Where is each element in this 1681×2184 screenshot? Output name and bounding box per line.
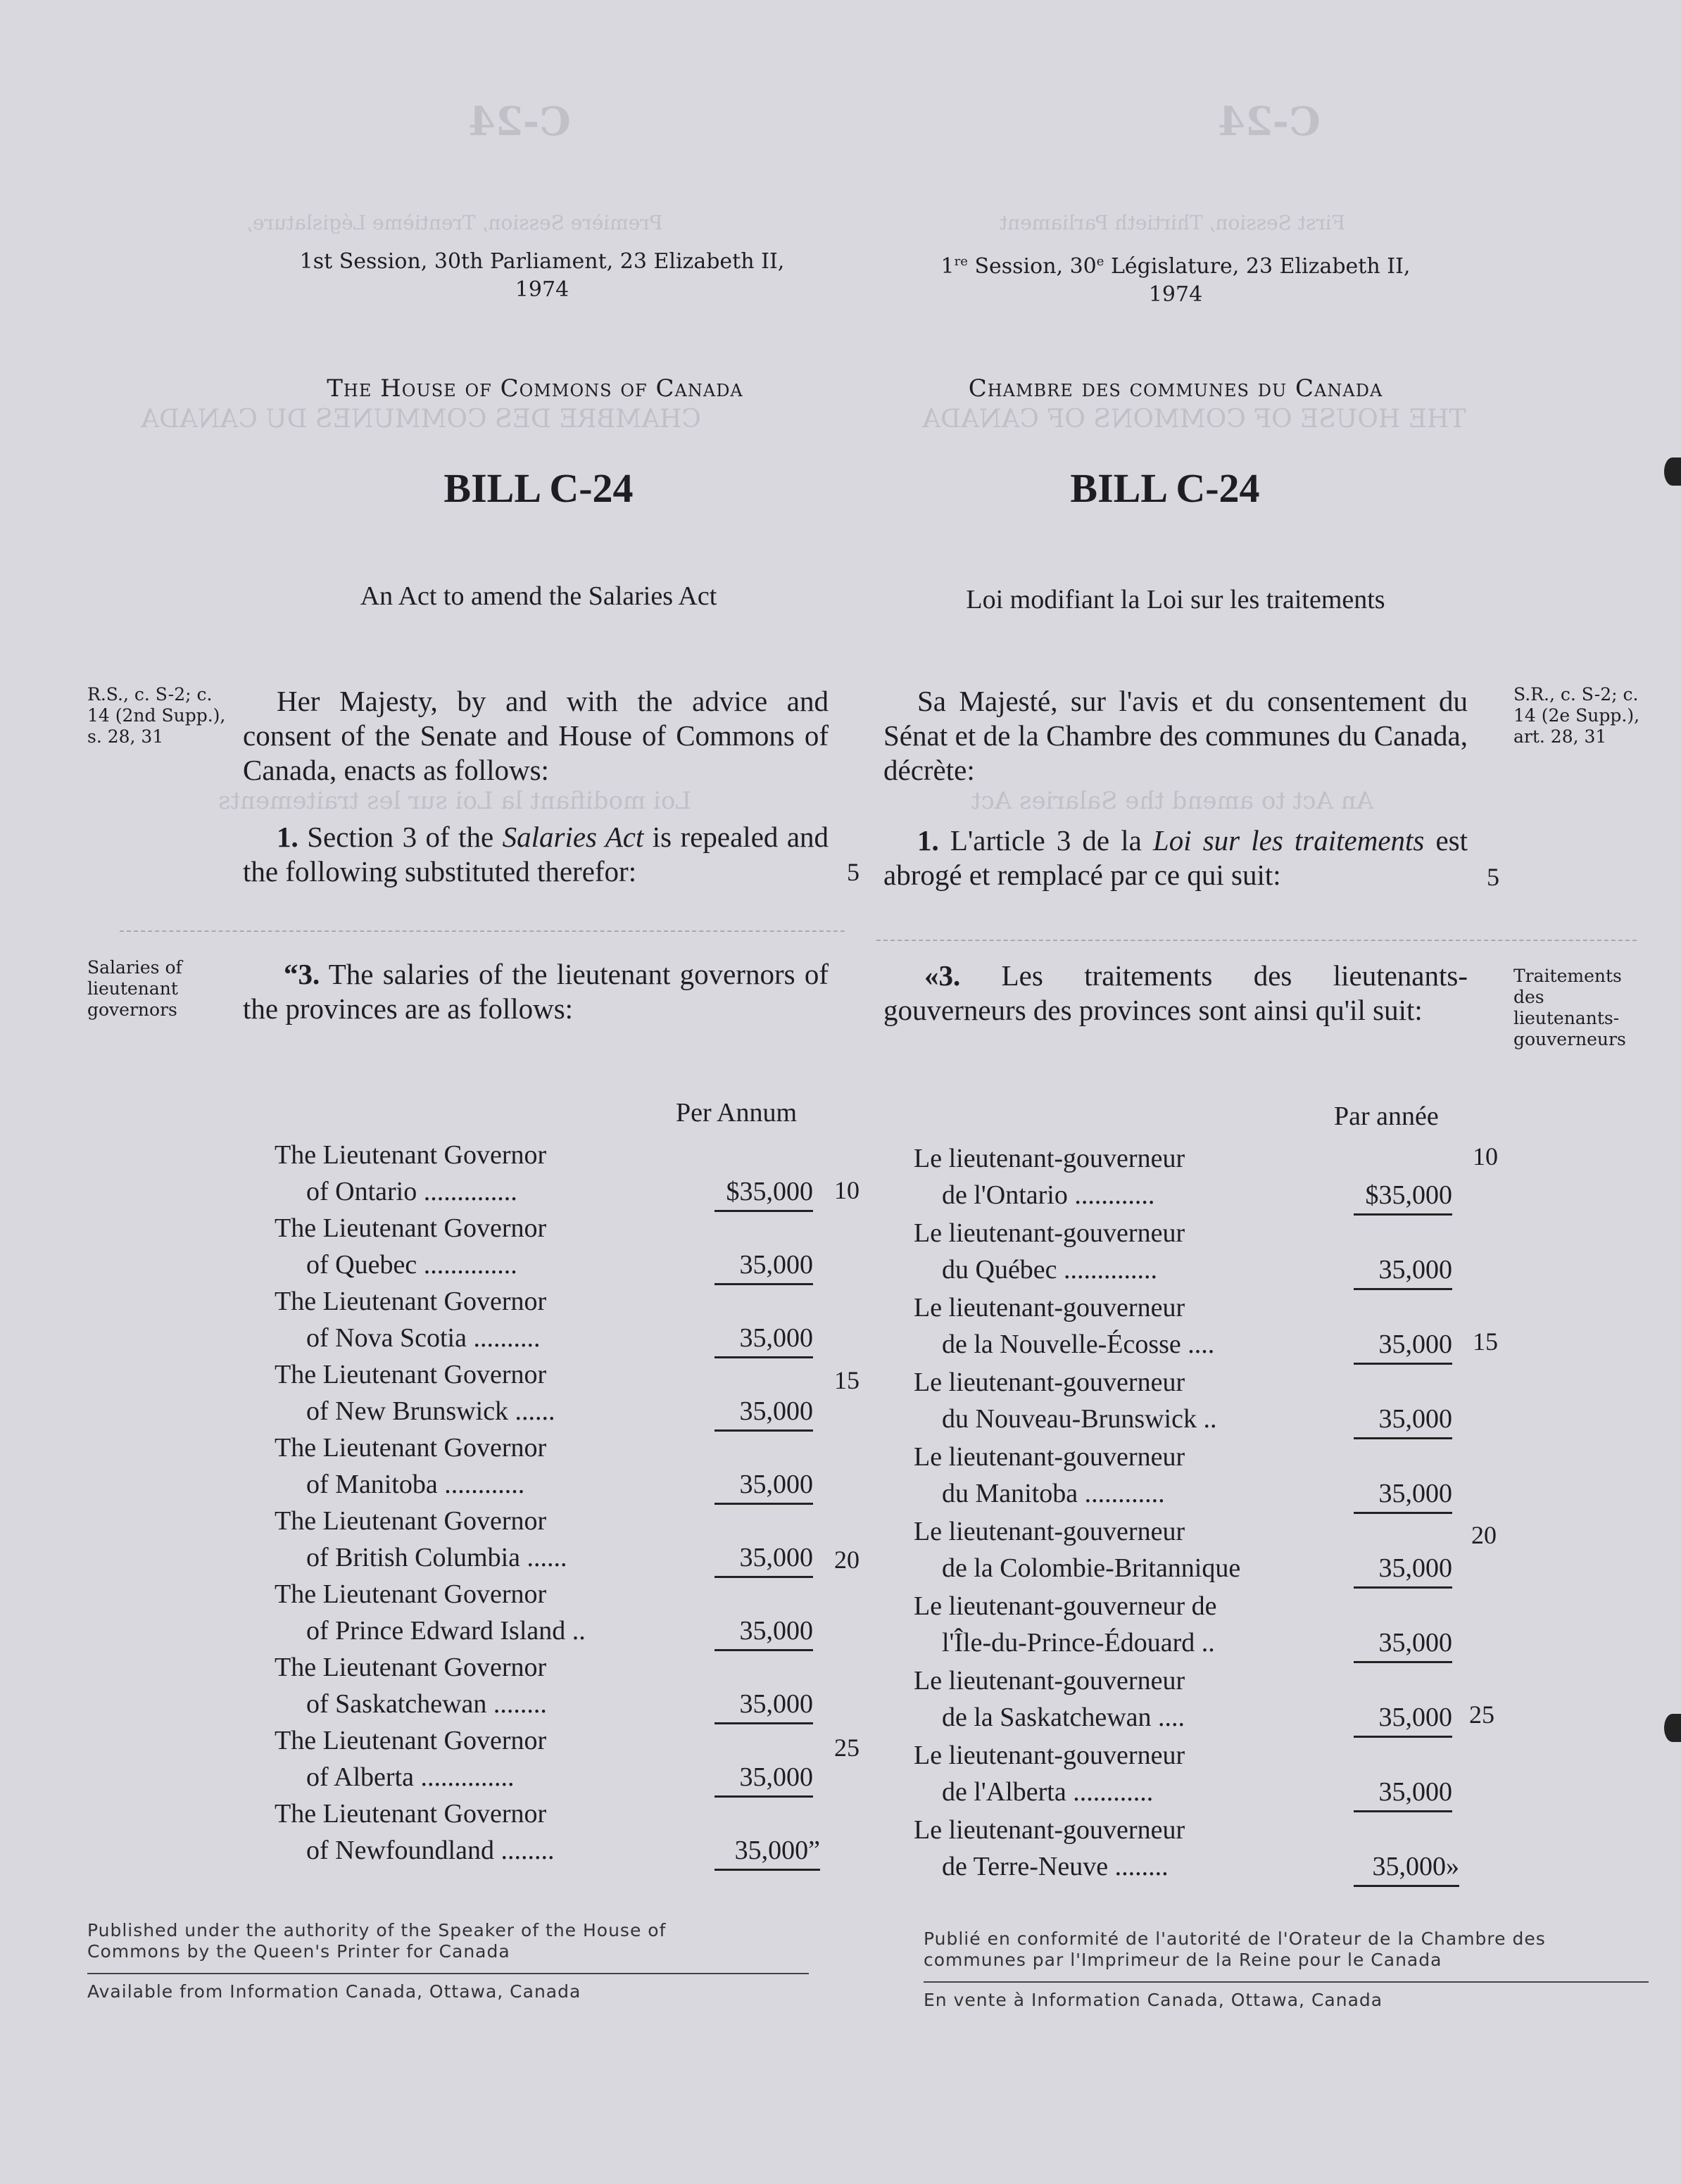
fr-row-title: Le lieutenant-gouverneur	[914, 1293, 1185, 1323]
ghost-session-right: First Session, Thirtieth Parliament	[1000, 211, 1346, 234]
en-row-title: The Lieutenant Governor	[275, 1506, 547, 1536]
en-row-province: of Quebec ..............	[306, 1250, 517, 1280]
fr-session-num: 1	[940, 254, 955, 279]
en-row-title: The Lieutenant Governor	[275, 1726, 547, 1755]
fr-row-amount: 35,000	[1354, 1774, 1452, 1812]
fr-bill-number: BILL C-24	[1070, 465, 1260, 511]
fr-row-title: Le lieutenant-gouverneur	[914, 1517, 1185, 1546]
fr-enacting-clause: Sa Majesté, sur l'avis et du consentement du Sénat et de la Chambre des communes du Canada, décrète:	[883, 685, 1468, 786]
fr-bill-subtitle: Loi modifiant la Loi sur les traitements	[966, 585, 1385, 614]
fr-section-3-num: «3.	[924, 959, 961, 992]
ghost-act-right: An Act to amend the Salaries Act	[971, 787, 1374, 815]
fr-row-title: Le lieutenant-gouverneur	[914, 1218, 1185, 1248]
en-row-amount: 35,000	[714, 1393, 813, 1432]
fr-section-1	[883, 823, 1468, 892]
en-section-3-num: “3.	[284, 958, 320, 990]
en-section-1-text-a: Section 3 of the	[307, 821, 494, 853]
en-margin-salaries: Salaries of lieutenant governors	[87, 957, 182, 1020]
binder-notch-top	[1664, 457, 1681, 486]
fr-row-province: de l'Alberta ............	[942, 1777, 1154, 1807]
fr-salary-table	[914, 1140, 1477, 1886]
en-section-1-text-b: is repealed and the following substituted therefor:	[243, 821, 829, 888]
en-row-province: of British Columbia ......	[306, 1543, 567, 1572]
en-availability: Available from Information Canada, Ottawa, Canada	[87, 1981, 581, 2002]
fr-session-sup1: re	[954, 254, 968, 269]
en-row-title: The Lieutenant Governor	[275, 1653, 547, 1682]
en-salary-table	[275, 1137, 838, 1883]
en-row-title: The Lieutenant Governor	[275, 1360, 547, 1389]
binder-notch-bottom	[1664, 1714, 1681, 1742]
fr-row-title: Le lieutenant-gouverneur	[914, 1144, 1185, 1173]
fr-row-province: de la Saskatchewan ....	[942, 1703, 1185, 1732]
fr-margin-citation: S.R., c. S-2; c. 14 (2e Supp.), art. 28, 31	[1513, 684, 1640, 747]
en-footer-rule	[87, 1973, 809, 1974]
fr-session-sup2: e	[1096, 254, 1104, 269]
en-row-title: The Lieutenant Governor	[275, 1140, 547, 1170]
en-row-province: of Newfoundland ........	[306, 1836, 555, 1865]
en-row-province: of Alberta ..............	[306, 1762, 515, 1792]
en-row-amount: 35,000	[714, 1466, 813, 1505]
en-line-number-5: 5	[847, 858, 860, 886]
fr-row-title: Le lieutenant-gouverneur	[914, 1368, 1185, 1397]
en-row-amount: 35,000	[714, 1320, 813, 1358]
en-row-new-brunswick	[275, 1356, 838, 1429]
en-line-number-20: 20	[834, 1546, 860, 1574]
en-row-saskatchewan	[275, 1649, 838, 1722]
en-row-province: of Saskatchewan ........	[306, 1689, 547, 1719]
fr-row-amount: 35,000	[1354, 1624, 1452, 1663]
en-separator	[120, 930, 845, 932]
fr-section-1-act: Loi sur les traitements	[1152, 824, 1425, 857]
en-section-1-num: 1.	[277, 821, 298, 853]
fr-section-1-num: 1.	[917, 824, 939, 857]
en-row-province: of New Brunswick ......	[306, 1396, 555, 1426]
en-row-title: The Lieutenant Governor	[275, 1799, 547, 1829]
en-enacting-clause: Her Majesty, by and with the advice and consent of the Senate and House of Commons of Canada, enacts as follows:	[243, 685, 829, 786]
en-line-number-25: 25	[834, 1734, 860, 1762]
fr-row-province: du Québec ..............	[942, 1255, 1158, 1284]
ghost-loi-left: Loi modifiant la Loi sur les traitements	[218, 787, 691, 815]
fr-row-alberta	[914, 1737, 1477, 1810]
fr-margin-salaries: Traitements des lieutenants-gouverneurs	[1513, 966, 1626, 1049]
en-row-ontario	[275, 1137, 838, 1210]
fr-section-1-text-a: L'article 3 de la	[950, 824, 1142, 857]
ghost-chambre-left: CHAMBRE DES COMMUNES DU CANADA	[141, 405, 701, 434]
fr-row-title: Le lieutenant-gouverneur de	[914, 1591, 1217, 1621]
en-row-nova-scotia	[275, 1283, 838, 1356]
fr-row-title: Le lieutenant-gouverneur	[914, 1741, 1185, 1770]
en-row-alberta	[275, 1722, 838, 1795]
fr-line-number-25: 25	[1469, 1700, 1494, 1729]
en-section-1	[243, 820, 829, 889]
fr-published-notice: Publié en conformité de l'autorité de l'Orateur de la Chambre des communes par l'Imprimeur de la Reine pour le Canada	[924, 1929, 1546, 1970]
fr-row-amount: 35,000	[1354, 1475, 1452, 1514]
en-row-amount: 35,000	[714, 1686, 813, 1724]
fr-row-amount: 35,000	[1354, 1699, 1452, 1738]
fr-row-province: du Manitoba ............	[942, 1479, 1165, 1508]
fr-session-rest: Législature, 23 Elizabeth II,	[1104, 254, 1411, 279]
en-per-annum-header: Per Annum	[676, 1098, 798, 1128]
en-row-newfoundland	[275, 1795, 838, 1869]
fr-row-amount: 35,000	[1354, 1326, 1452, 1365]
fr-row-province: l'Île-du-Prince-Édouard ..	[942, 1628, 1215, 1658]
fr-row-province: du Nouveau-Brunswick ..	[942, 1404, 1217, 1434]
en-row-amount: 35,000	[714, 1539, 813, 1578]
ghost-house-right: THE HOUSE OF COMMONS OF CANADA	[922, 405, 1466, 434]
fr-separator	[876, 940, 1637, 941]
en-row-title: The Lieutenant Governor	[275, 1287, 547, 1316]
ghost-c24-right: C-24	[1218, 99, 1321, 145]
en-bill-subtitle: An Act to amend the Salaries Act	[360, 581, 717, 611]
fr-row-ontario	[914, 1140, 1477, 1213]
fr-row-province: de l'Ontario ............	[942, 1180, 1155, 1210]
en-row-province: of Prince Edward Island ..	[306, 1616, 586, 1646]
en-row-title: The Lieutenant Governor	[275, 1579, 547, 1609]
en-row-manitoba	[275, 1429, 838, 1503]
fr-section-3	[883, 959, 1468, 1028]
en-row-quebec	[275, 1210, 838, 1283]
en-section-1-act: Salaries Act	[502, 821, 644, 853]
en-published-notice: Published under the authority of the Speaker of the House of Commons by the Queen's Printer for Canada	[87, 1920, 667, 1962]
fr-session	[908, 248, 1443, 309]
en-section-3-text: The salaries of the lieutenant governors of the provinces are as follows:	[243, 958, 829, 1025]
en-row-province: of Nova Scotia ..........	[306, 1323, 541, 1353]
en-row-amount: $35,000	[714, 1173, 813, 1212]
en-line-number-15: 15	[834, 1366, 860, 1394]
fr-row-province: de la Nouvelle-Écosse ....	[942, 1330, 1215, 1359]
en-line-number-10: 10	[834, 1176, 860, 1204]
fr-row-amount: 35,000	[1354, 1251, 1452, 1290]
en-session-line1: 1st Session, 30th Parliament, 23 Elizabeth II,	[299, 249, 785, 274]
en-row-province: of Manitoba ............	[306, 1470, 525, 1499]
en-row-amount: 35,000	[714, 1246, 813, 1285]
fr-session-year: 1974	[1148, 282, 1203, 307]
en-row-british-columbia	[275, 1503, 838, 1576]
ghost-c24-left: C-24	[468, 99, 571, 145]
fr-row-nouvelle-ecosse	[914, 1289, 1477, 1363]
fr-section-3-text: Les traitements des lieutenants-gouverneurs des provinces sont ainsi qu'il suit:	[883, 959, 1468, 1026]
en-row-title: The Lieutenant Governor	[275, 1213, 547, 1243]
fr-line-number-20: 20	[1471, 1521, 1497, 1549]
fr-row-quebec	[914, 1215, 1477, 1288]
fr-row-ipe	[914, 1588, 1477, 1661]
en-section-3	[243, 957, 829, 1026]
fr-section-1-text-b: est abrogé et remplacé par ce qui suit:	[883, 824, 1468, 891]
en-session	[275, 248, 810, 304]
en-bill-number: BILL C-24	[443, 465, 634, 511]
fr-line-number-5: 5	[1487, 863, 1499, 891]
fr-row-province: de la Colombie-Britannique	[942, 1553, 1241, 1583]
fr-row-title: Le lieutenant-gouverneur	[914, 1666, 1185, 1696]
fr-session-mid: Session, 30	[967, 254, 1097, 279]
en-row-amount: 35,000	[714, 1759, 813, 1798]
en-row-amount: 35,000	[714, 1612, 813, 1651]
fr-row-amount: $35,000	[1354, 1177, 1452, 1216]
fr-line-number-15: 15	[1473, 1327, 1498, 1356]
fr-row-title: Le lieutenant-gouverneur	[914, 1815, 1185, 1845]
en-house-title: The House of Commons of Canada	[327, 374, 743, 403]
fr-row-manitoba	[914, 1439, 1477, 1512]
fr-row-amount: 35,000»	[1354, 1848, 1459, 1887]
fr-session-line1	[908, 248, 1443, 281]
fr-row-province: de Terre-Neuve ........	[942, 1852, 1169, 1881]
fr-row-saskatchewan	[914, 1662, 1477, 1736]
en-margin-citation: R.S., c. S-2; c. 14 (2nd Supp.), s. 28, 31	[87, 684, 226, 747]
en-row-province: of Ontario ..............	[306, 1177, 517, 1206]
fr-row-terre-neuve	[914, 1812, 1477, 1885]
en-session-year: 1974	[515, 277, 569, 302]
fr-house-title: Chambre des communes du Canada	[968, 374, 1383, 403]
fr-row-amount: 35,000	[1354, 1401, 1452, 1439]
en-row-pei	[275, 1576, 838, 1649]
fr-row-title: Le lieutenant-gouverneur	[914, 1442, 1185, 1472]
fr-par-annee-header: Par année	[1334, 1102, 1439, 1131]
fr-row-colombie-britannique	[914, 1513, 1477, 1586]
en-row-title: The Lieutenant Governor	[275, 1433, 547, 1463]
en-row-amount: 35,000”	[714, 1832, 820, 1871]
fr-line-number-10: 10	[1473, 1142, 1498, 1170]
fr-footer-rule	[924, 1981, 1649, 1983]
fr-row-nouveau-brunswick	[914, 1364, 1477, 1437]
fr-row-amount: 35,000	[1354, 1550, 1452, 1589]
ghost-session-left: Première Session, Trentième Législature,	[246, 211, 663, 234]
fr-availability: En vente à Information Canada, Ottawa, Canada	[924, 1990, 1383, 2010]
